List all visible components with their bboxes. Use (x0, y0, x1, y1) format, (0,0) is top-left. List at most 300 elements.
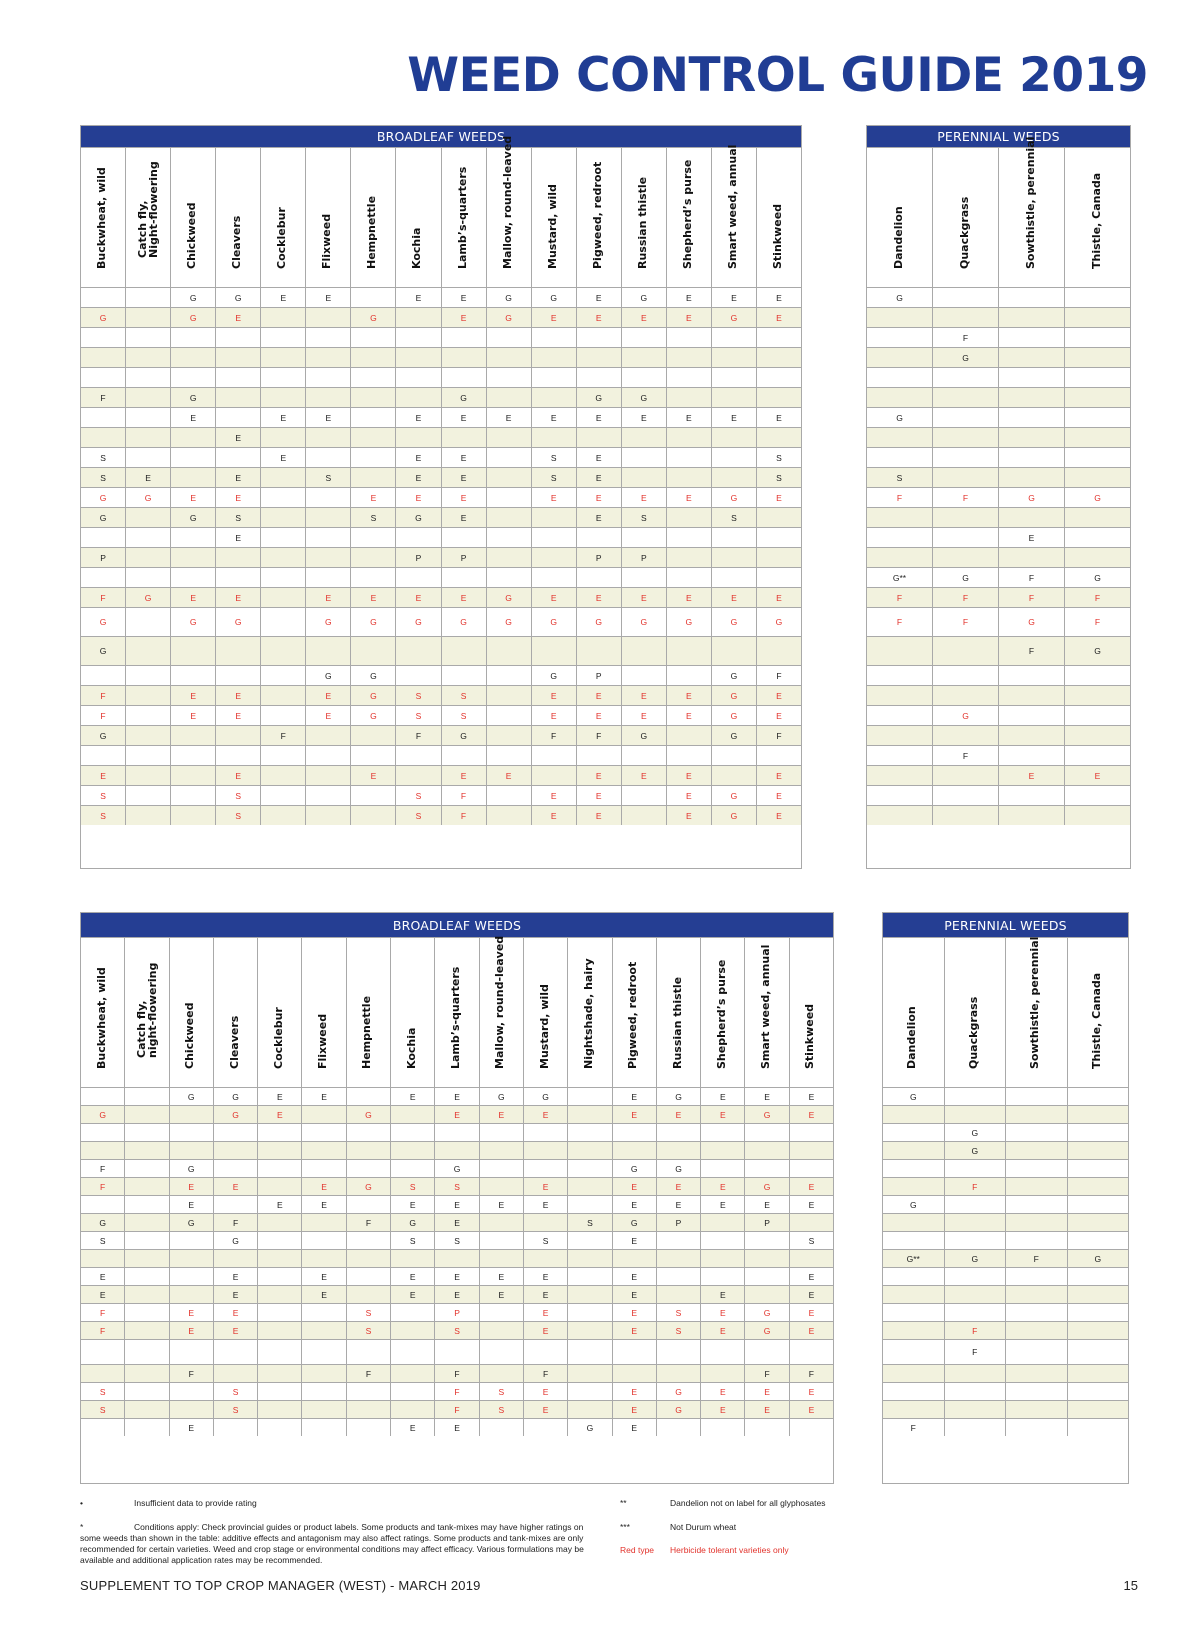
rating-cell (487, 786, 532, 805)
rating-cell: E (622, 686, 667, 705)
rating-cell (261, 548, 306, 567)
rating-cell (125, 1124, 169, 1141)
rating-cell (622, 806, 667, 825)
rating-cell (933, 766, 999, 785)
rating-cell (125, 1196, 169, 1213)
note-symbol: *** (620, 1522, 630, 1532)
rating-cell: E (487, 766, 532, 785)
rating-cell (883, 1178, 945, 1195)
rating-cell: G (613, 1214, 657, 1231)
rating-cell: E (613, 1401, 657, 1418)
rating-cell: E (776, 770, 782, 781)
rating-cell (1006, 1214, 1068, 1231)
rating-cell (657, 1268, 701, 1285)
rating-cell: G (657, 1088, 701, 1105)
rating-cell: F (808, 1368, 814, 1379)
rating-cell (613, 1340, 657, 1364)
rating-cell (568, 1322, 612, 1339)
rating-cell (261, 528, 306, 547)
rating-cell: G (657, 1401, 701, 1418)
table-row (81, 636, 801, 665)
rating-cell (170, 1124, 214, 1141)
rating-cell (171, 726, 216, 745)
rating-cell: F (261, 726, 306, 745)
rating-cell (867, 637, 933, 665)
rating-cell (945, 1160, 1007, 1177)
rating-cell: E (302, 1268, 346, 1285)
rating-cell: G (577, 608, 622, 636)
rating-cell (568, 1365, 612, 1382)
rating-cell (622, 568, 667, 587)
rating-cell: E (442, 588, 487, 607)
rating-cell (999, 706, 1065, 725)
column-headers (883, 937, 1128, 1087)
rating-cell (261, 637, 306, 665)
rating-cell (487, 368, 532, 387)
rating-cell (577, 428, 622, 447)
rating-cell (171, 766, 216, 785)
rating-cell: G (622, 608, 667, 636)
rating-cell: G (622, 388, 667, 407)
rating-cell: P (81, 548, 126, 567)
rating-cell: E (170, 1419, 214, 1436)
rating-cell (622, 786, 667, 805)
rating-cell (480, 1419, 524, 1436)
rating-cell (125, 1106, 169, 1123)
rating-cell: E (261, 288, 306, 307)
rating-cell (667, 508, 712, 527)
rating-cell: E (532, 806, 577, 825)
broadleaf-table-1 (80, 125, 802, 869)
rating-cell (568, 1178, 612, 1195)
rating-cell: S (81, 1401, 125, 1418)
rating-cell: E (480, 1106, 524, 1123)
rating-cell (258, 1383, 302, 1400)
rating-cell (396, 637, 441, 665)
rating-cell (867, 528, 933, 547)
rating-cell (302, 1250, 346, 1267)
column-header (613, 938, 657, 1087)
rating-cell (712, 328, 757, 347)
rating-cell (1006, 1304, 1068, 1321)
rating-cell (532, 348, 577, 367)
rating-cell: G (1094, 1253, 1102, 1264)
rating-cell (306, 428, 351, 447)
rating-cell (867, 806, 933, 825)
rating-cell: E (391, 1268, 435, 1285)
table-row (81, 367, 801, 387)
rating-cell: E (667, 308, 712, 327)
rating-cell (487, 348, 532, 367)
rating-cell (171, 328, 216, 347)
rating-cell (568, 1142, 612, 1159)
rating-cell: S (442, 706, 487, 725)
rating-cell: E (442, 288, 487, 307)
rating-cell (933, 686, 999, 705)
rating-cell (396, 528, 441, 547)
rating-cell: E (776, 810, 782, 821)
rating-cell: F (81, 706, 126, 725)
rating-cell: G (999, 608, 1065, 636)
rating-cell: E (577, 408, 622, 427)
rating-cell: F (577, 726, 622, 745)
rating-cell (391, 1340, 435, 1364)
rating-cell (622, 328, 667, 347)
rating-cell: S (776, 452, 782, 463)
table-row (867, 547, 1130, 567)
rating-cell (81, 1250, 125, 1267)
rating-cell: P (745, 1214, 789, 1231)
rating-cell (306, 448, 351, 467)
table-row (81, 1364, 833, 1382)
rating-cell (487, 806, 532, 825)
rating-cell: G (435, 1160, 479, 1177)
rating-cell (261, 706, 306, 725)
rating-cell: G (442, 388, 487, 407)
rating-cell: E (622, 308, 667, 327)
table-row (867, 705, 1130, 725)
rating-cell (999, 666, 1065, 685)
rating-cell: E (667, 288, 712, 307)
rating-cell (480, 1214, 524, 1231)
rating-cell (480, 1322, 524, 1339)
rating-cell (216, 548, 261, 567)
rating-cell: E (745, 1401, 789, 1418)
rating-cell (667, 548, 712, 567)
rating-cell: E (776, 312, 782, 323)
rating-cell: G (568, 1419, 612, 1436)
rating-cell (883, 1383, 945, 1400)
rating-cell (1068, 1268, 1129, 1285)
rating-cell (261, 588, 306, 607)
rating-cell (1006, 1178, 1068, 1195)
rating-cell: G (81, 1106, 125, 1123)
rating-cell (480, 1178, 524, 1195)
rating-cell (524, 1340, 568, 1364)
weed-name-label: Buckwheat, wild (94, 967, 108, 1069)
rating-cell (306, 746, 351, 765)
rating-cell (487, 637, 532, 665)
column-header (712, 144, 757, 287)
rating-cell: S (81, 1232, 125, 1249)
rating-cell (306, 348, 351, 367)
rating-cell (435, 1142, 479, 1159)
table-row (81, 1087, 833, 1105)
rating-cell (351, 528, 396, 547)
rating-cell (933, 408, 999, 427)
table-row (81, 1339, 833, 1364)
rating-cell (622, 368, 667, 387)
rating-cell (442, 528, 487, 547)
rating-cell: G (126, 488, 171, 507)
rating-cell: E (577, 508, 622, 527)
rating-cell: G (945, 1142, 1007, 1159)
rating-cell (1065, 528, 1130, 547)
rating-cell: E (701, 1178, 745, 1195)
rating-cell: F (867, 488, 933, 507)
rating-cell (933, 548, 999, 567)
table-row (867, 725, 1130, 745)
rating-cell: E (391, 1088, 435, 1105)
rating-cell (487, 528, 532, 547)
rating-cell (1065, 348, 1130, 367)
rating-cell: E (808, 1109, 815, 1120)
perennial-table-1 (866, 125, 1131, 869)
rating-cell: E (216, 706, 261, 725)
rating-cell: E (391, 1196, 435, 1213)
rating-cell: E (170, 1304, 214, 1321)
rating-cell (667, 726, 712, 745)
rating-cell: F (524, 1365, 568, 1382)
rating-cell (757, 568, 801, 587)
table-row (81, 1418, 833, 1436)
rating-cell (347, 1383, 391, 1400)
rating-cell: E (745, 1088, 789, 1105)
table-row (867, 327, 1130, 347)
rating-cell: S (81, 448, 126, 467)
rating-cell (883, 1340, 945, 1364)
table-row (81, 1141, 833, 1159)
rating-cell (1065, 806, 1130, 825)
rating-cell: E (776, 790, 782, 801)
rating-cell (657, 1250, 701, 1267)
rating-cell (214, 1142, 258, 1159)
rating-cell: G (867, 408, 933, 427)
column-header (1065, 148, 1130, 287)
rating-cell (81, 348, 126, 367)
rating-cell (524, 1419, 568, 1436)
rating-cell: E (667, 786, 712, 805)
rating-cell (1068, 1286, 1129, 1303)
rating-cell: E (776, 690, 782, 701)
weed-name-label: Smart weed, annual (759, 944, 773, 1069)
rating-cell: G (480, 1088, 524, 1105)
rating-cell (1006, 1268, 1068, 1285)
rating-cell (1068, 1196, 1129, 1213)
rating-cell (81, 746, 126, 765)
rating-cell: G (613, 1160, 657, 1177)
rating-cell (1068, 1232, 1129, 1249)
rating-cell (487, 328, 532, 347)
rating-cell (487, 488, 532, 507)
rating-cell: E (667, 408, 712, 427)
rating-cell: G** (883, 1250, 945, 1267)
rating-cell: E (81, 766, 126, 785)
rating-cell (261, 488, 306, 507)
rating-cell (999, 806, 1065, 825)
rating-cell (391, 1365, 435, 1382)
rating-cell (568, 1088, 612, 1105)
rating-cell (351, 806, 396, 825)
rating-cell: G (532, 666, 577, 685)
rating-cell: G (126, 588, 171, 607)
rating-cell: F (945, 1178, 1007, 1195)
rating-cell (302, 1419, 346, 1436)
rating-cell (867, 746, 933, 765)
rating-cell (126, 766, 171, 785)
rating-cell: E (524, 1383, 568, 1400)
rating-cell (435, 1340, 479, 1364)
rating-cell (867, 428, 933, 447)
rating-cell: G (214, 1106, 258, 1123)
rating-cell (125, 1322, 169, 1339)
rating-cell (1006, 1160, 1068, 1177)
rating-cell (351, 746, 396, 765)
table-row (883, 1267, 1128, 1285)
rating-cell (657, 1124, 701, 1141)
rating-cell (568, 1286, 612, 1303)
rating-cell (933, 726, 999, 745)
rating-cell (1065, 666, 1130, 685)
rating-cell: S (532, 448, 577, 467)
rating-cell (171, 637, 216, 665)
rating-cell: E (622, 588, 667, 607)
rating-cell (125, 1304, 169, 1321)
rating-cell: E (396, 288, 441, 307)
rating-cell: E (396, 408, 441, 427)
rating-cell: E (216, 766, 261, 785)
rating-cell (347, 1160, 391, 1177)
rating-cell (351, 408, 396, 427)
rating-cell (701, 1365, 745, 1382)
rating-cell (351, 637, 396, 665)
rating-cell (171, 666, 216, 685)
rating-cell (170, 1268, 214, 1285)
rating-cell (126, 288, 171, 307)
table-row (81, 1303, 833, 1321)
rating-cell: S (532, 468, 577, 487)
rating-cell (790, 1250, 833, 1267)
rating-cell (622, 468, 667, 487)
rating-cell (351, 388, 396, 407)
weed-name-label: Thistle, Canada (1089, 172, 1103, 269)
rating-cell: E (667, 686, 712, 705)
column-header (442, 148, 487, 287)
rating-cell: E (667, 806, 712, 825)
rating-cell (745, 1124, 789, 1141)
rating-cell: E (577, 686, 622, 705)
rating-cell (396, 428, 441, 447)
rating-cell: G (347, 1106, 391, 1123)
broadleaf-table-2 (80, 912, 834, 1484)
rating-cell (568, 1250, 612, 1267)
rating-cell (351, 786, 396, 805)
rating-cell (1065, 448, 1130, 467)
rating-cell: E (442, 488, 487, 507)
rating-cell (216, 637, 261, 665)
column-headers (81, 937, 833, 1087)
rating-cell: S (347, 1304, 391, 1321)
rating-cell (524, 1124, 568, 1141)
rating-cell (125, 1160, 169, 1177)
column-header (757, 148, 801, 287)
note-symbol: Red type (620, 1545, 655, 1555)
rating-cell (712, 746, 757, 765)
rating-cell: E (216, 428, 261, 447)
rating-cell: G (487, 588, 532, 607)
rating-cell (347, 1419, 391, 1436)
rating-cell (81, 1365, 125, 1382)
rating-cell: G (1094, 646, 1101, 656)
rating-cell (1006, 1322, 1068, 1339)
column-header (81, 938, 125, 1087)
rating-cell (480, 1304, 524, 1321)
table-row (867, 407, 1130, 427)
rating-cell: E (302, 1088, 346, 1105)
rating-cell (435, 1250, 479, 1267)
rating-cell (568, 1383, 612, 1400)
column-header (745, 938, 789, 1087)
rating-cell (757, 508, 801, 527)
table-row (883, 1364, 1128, 1382)
note-symbol: * (80, 1522, 84, 1532)
rating-cell: E (613, 1304, 657, 1321)
weed-name-label: Catch fly, night-flowering (134, 962, 159, 1058)
note-symbol: • (80, 1498, 83, 1508)
rating-cell (568, 1124, 612, 1141)
rating-cell (125, 1268, 169, 1285)
rating-cell (622, 428, 667, 447)
weed-name-label: Thistle, Canada (1089, 972, 1103, 1069)
rating-cell (81, 328, 126, 347)
weed-name-label: Mallow, round-leaved (493, 935, 507, 1069)
rating-cell: E (532, 308, 577, 327)
rating-cell: E (524, 1286, 568, 1303)
table-row (867, 527, 1130, 547)
rating-cell (577, 328, 622, 347)
rating-cell (657, 1365, 701, 1382)
table-row (81, 307, 801, 327)
column-header (532, 148, 577, 287)
rating-cell: E (1094, 770, 1101, 781)
table-row (883, 1400, 1128, 1418)
rating-cell (867, 448, 933, 467)
rating-cell (442, 368, 487, 387)
rating-cell (216, 368, 261, 387)
rating-cell: F (435, 1365, 479, 1382)
rating-cell (306, 637, 351, 665)
rating-cell: E (306, 686, 351, 705)
rating-cell: E (577, 488, 622, 507)
rating-cell (999, 548, 1065, 567)
rating-cell (867, 508, 933, 527)
rating-cell (1068, 1178, 1129, 1195)
table-row (81, 785, 801, 805)
rating-cell (261, 388, 306, 407)
column-header (622, 148, 667, 287)
rating-cell (351, 368, 396, 387)
rating-cell (126, 448, 171, 467)
rating-cell (757, 637, 801, 665)
rating-cell (261, 368, 306, 387)
rating-cell: E (261, 408, 306, 427)
rating-cell: S (391, 1232, 435, 1249)
weed-name-label: Flixweed (316, 1013, 330, 1069)
rating-cell (757, 328, 801, 347)
rating-cell (667, 666, 712, 685)
rating-cell: E (396, 588, 441, 607)
rating-cell: E (701, 1401, 745, 1418)
rating-cell: G (712, 686, 757, 705)
rating-cell: E (442, 448, 487, 467)
rating-cell (487, 568, 532, 587)
rating-cell (532, 637, 577, 665)
rating-cell: S (216, 786, 261, 805)
table-row (867, 367, 1130, 387)
rating-cell (396, 766, 441, 785)
rating-cell: S (396, 806, 441, 825)
rating-cell: G (487, 308, 532, 327)
